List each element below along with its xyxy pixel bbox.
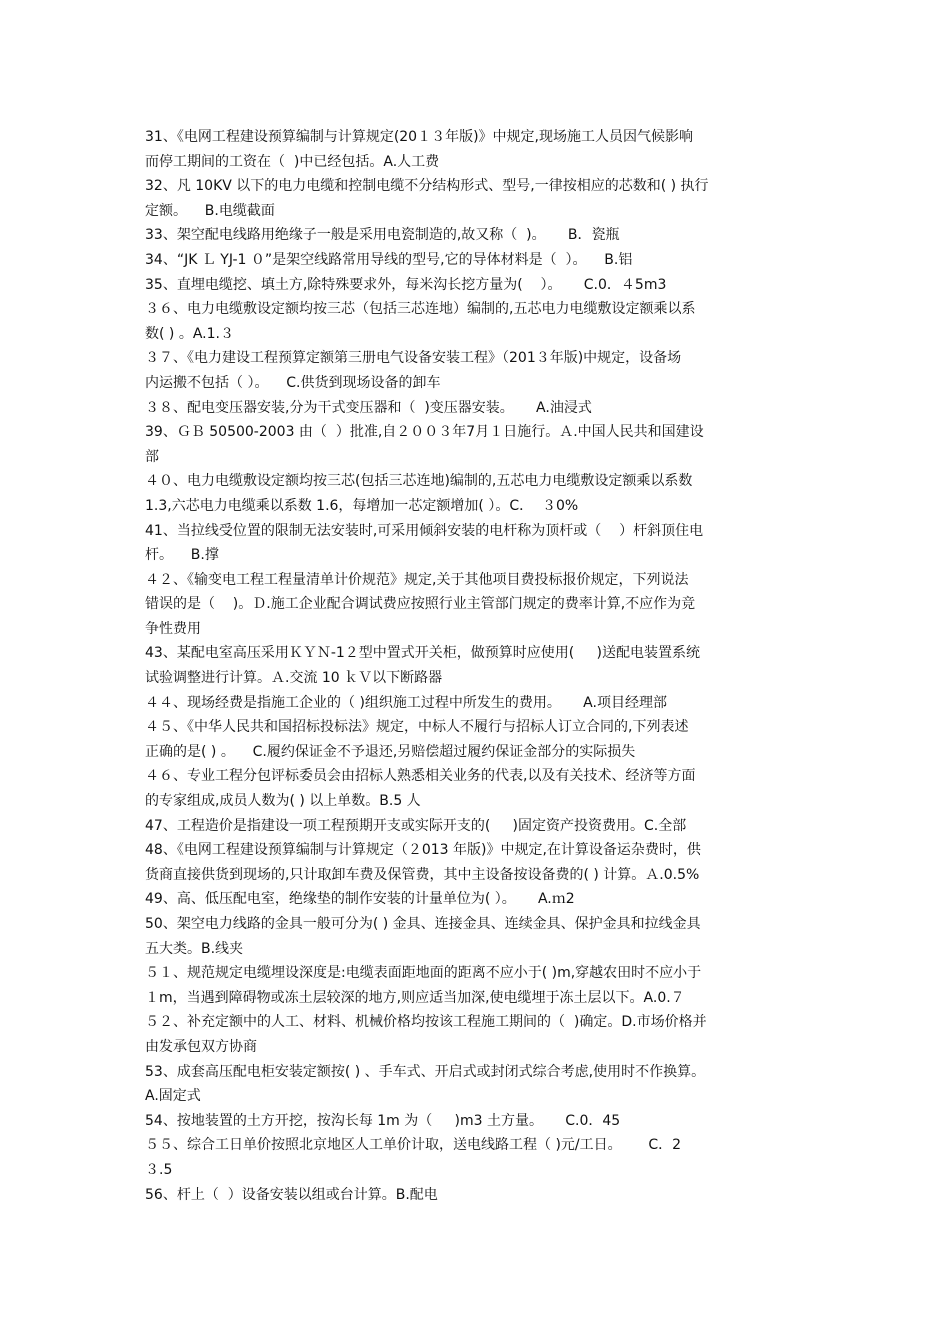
text-line-35: ５１、规范规定电缆埋设深度是:电缆表面距地面的距离不应小于( )m,穿越农田时不应小于: [145, 965, 702, 982]
text-line-40: A.固定式: [145, 1088, 201, 1105]
text-line-43: ３.5: [145, 1161, 173, 1178]
text-line-11: 内运搬不包括（ ）。 C.供货到现场设备的卸车: [145, 374, 441, 391]
text-line-42: ５５、综合工日单价按照北京地区人工单价计取，送电线路工程（ )元/工日。 C．2: [145, 1137, 682, 1154]
document-body: [145, 125, 810, 1207]
text-line-24: ４４、现场经费是指施工企业的（ )组织施工过程中所发生的费用。 A.项目经理部: [145, 694, 667, 711]
text-line-22: 43、某配电室高压采用ＫＹＮ-1２型中置式开关柜，做预算时应使用( )送配电装置系统: [145, 645, 700, 662]
text-line-33: 50、架空电力线路的金具一般可分为( ) 金具、连接金具、连续金具、保护金具和拉线金具: [145, 916, 701, 932]
text-line-1: 31、《电网工程建设预算编制与计算规定(20１３年版)》中规定,现场施工人员因气候影响: [145, 129, 694, 145]
text-line-30: 48、《电网工程建设预算编制与计算规定（２013 年版)》中规定,在计算设备运杂费时，供: [145, 842, 701, 859]
text-line-36: １m，当遇到障碍物或冻土层较深的地方,则应适当加深,使电缆埋于冻土层以下。A.0.７: [145, 989, 685, 1006]
text-line-14: 部: [145, 448, 159, 465]
text-line-39: 53、成套高压配电柜安装定额按( ) 、手车式、开启式或封闭式综合考虑,使用时不作换算。: [145, 1063, 706, 1080]
text-line-26: 正确的是( ) 。 C.履约保证金不予退还,另赔偿超过履约保证金部分的实际损失: [145, 743, 636, 760]
text-line-23: 试验调整进行计算。Ａ.交流 10 ｋＶ以下断路器: [145, 670, 443, 687]
text-line-2: 而停工期间的工资在（ )中已经包括。A.人工费: [145, 153, 440, 170]
text-line-7: 35、直埋电缆挖、填土方,除特殊要求外，每米沟长挖方量为( ）。 C.0．４5m3: [145, 276, 667, 293]
text-line-34: 五大类。B.线夹: [145, 940, 244, 957]
text-line-5: 33、架空配电线路用绝缘子一般是采用电瓷制造的,故又称（ )。 B．瓷瓶: [145, 227, 620, 244]
text-line-20: 错误的是（ )。Ｄ.施工企业配合调试费应按照行业主管部门规定的费率计算,不应作为竞: [145, 596, 696, 613]
text-line-19: ４２、《输变电工程工程量清单计价规范》规定,关于其他项目费投标报价规定，下列说法: [145, 571, 689, 588]
text-line-18: 杆。 B.撑: [145, 547, 219, 564]
text-line-32: 49、高、低压配电室，绝缘垫的制作安装的计量单位为( ）。 A.ｍ2: [145, 891, 575, 908]
text-line-8: ３６、电力电缆敷设定额均按三芯（包括三芯连地）编制的,五芯电力电缆敷设定额乘以系: [145, 301, 696, 318]
text-line-4: 定额。 B.电缆截面: [145, 202, 275, 219]
text-line-29: 47、工程造价是指建设一项工程预期开支或实际开支的( )固定资产投资费用。C.全部: [145, 817, 687, 834]
text-line-6: 34、“JK Ｌ YJ-1 ０”是架空线路常用导线的型号,它的导体材料是（ ）。 B.铝: [145, 251, 633, 268]
text-line-10: ３７、《电力建设工程预算定额第三册电气设备安装工程》（201３年版)中规定，设备场: [145, 350, 682, 367]
text-line-9: 数( ) 。A.1.３: [145, 325, 234, 342]
text-line-31: 货商直接供货到现场的,只计取卸车费及保管费，其中主设备按设备费的( ) 计算。Ａ.0.5%: [145, 866, 700, 883]
text-line-28: 的专家组成,成员人数为( ) 以上单数。B.5 人: [145, 793, 421, 810]
text-line-17: 41、当拉线受位置的限制无法安装时,可采用倾斜安装的电杆称为顶杆或（ ）杆斜顶住电: [145, 522, 704, 539]
text-line-27: ４６、专业工程分包评标委员会由招标人熟悉相关业务的代表,以及有关技术、经济等方面: [145, 768, 696, 785]
text-line-38: 由发承包双方协商: [145, 1038, 257, 1055]
text-line-3: 32、凡 10KV 以下的电力电缆和控制电缆不分结构形式、型号,一律按相应的芯数和( ) 执行: [145, 178, 709, 195]
text-line-41: 54、按地装置的土方开挖，按沟长每 1m 为（ )m3 土方量。 C.0．45: [145, 1112, 621, 1129]
text-line-25: ４５、《中华人民共和国招标投标法》规定，中标人不履行与招标人订立合同的,下列表述: [145, 719, 689, 736]
text-line-44: 56、杆上（ ）设备安装以组或台计算。B.配电: [145, 1186, 438, 1203]
text-line-37: ５２、补充定额中的人工、材料、机械价格均按该工程施工期间的（ )确定。D.市场价格并: [145, 1014, 707, 1031]
text-line-15: ４０、电力电缆敷设定额均按三芯(包括三芯连地)编制的,五芯电力电缆敷设定额乘以系数: [145, 473, 693, 490]
text-line-12: ３８、配电变压器安装,分为干式变压器和（ )变压器安装。 A.油浸式: [145, 399, 592, 416]
text-line-21: 争性费用: [145, 620, 201, 637]
text-line-13: 39、ＧＢ 50500-2003 由（ ）批准,自２００３年7月１日施行。Ａ.中国人民共和国建设: [145, 424, 704, 441]
text-line-16: 1.3,六芯电力电缆乘以系数 1.6，每增加一芯定额增加( ）。C． ３0%: [145, 497, 579, 514]
